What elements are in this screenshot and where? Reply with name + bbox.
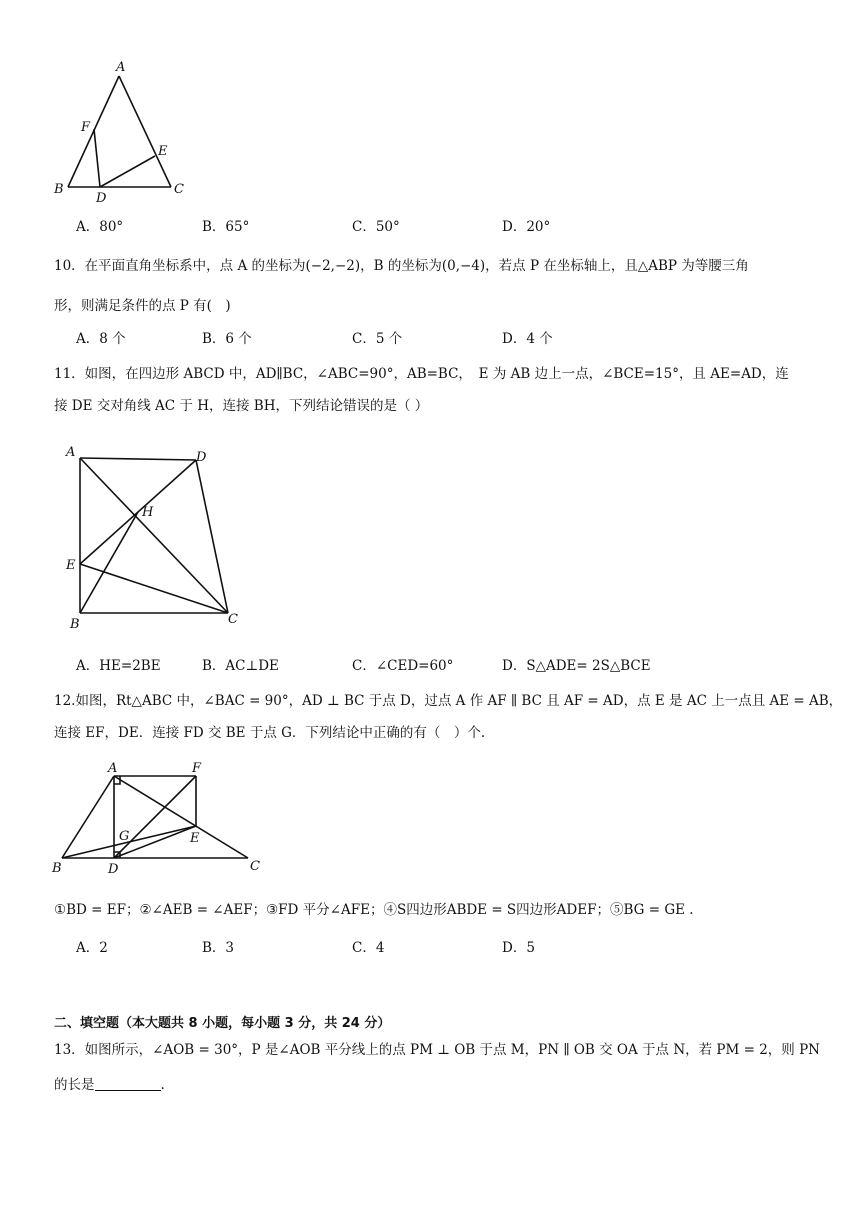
q11-seg-ac [80, 458, 228, 613]
q12-option-b: B．3 [202, 940, 235, 956]
q11-figure [56, 438, 256, 634]
q12-label-d: D [108, 862, 119, 876]
q9-label-e: E [158, 144, 168, 159]
q9-label-f: F [81, 120, 91, 135]
q11-option-b: B．AC⊥DE [202, 658, 279, 674]
q12-option-c: C．4 [352, 940, 385, 956]
q11-option-a: A．HE=2BE [76, 658, 161, 674]
q12-label-g: G [119, 829, 130, 844]
q9-option-b: B．65° [202, 219, 250, 235]
q12-figure [50, 756, 266, 876]
section-title: 二、填空题（本大题共 8 小题，每小题 3 分，共 24 分） [54, 1016, 391, 1031]
q11-seg-ad [80, 458, 196, 460]
q11-label-a: A [66, 445, 76, 460]
q12-label-f: F [192, 761, 202, 776]
q11-seg-bh [80, 512, 138, 613]
q11-label-e: E [66, 558, 76, 573]
q9-option-a: A．80° [76, 219, 124, 235]
q10-stem-line1: 10．在平面直角坐标系中，点 A 的坐标为(−2,−2)，B 的坐标为(0,−4)，若点 P 在坐标轴上，且△ABP 为等腰三角 [54, 258, 749, 274]
q12-option-d: D．5 [502, 940, 535, 956]
q10-option-c: C．5 个 [352, 331, 403, 347]
q13-prefix: 的长是 [54, 1077, 95, 1093]
q13-suffix: . [160, 1077, 165, 1093]
q11-option-d: D．S△ADE= 2S△BCE [502, 658, 651, 674]
q9-option-c: C．50° [352, 219, 400, 235]
q11-option-c: C．∠CED=60° [352, 658, 454, 674]
q12-stem-line1: 12.如图，Rt△ABC 中，∠BAC = 90°，AD ⊥ BC 于点 D，过点 A 作 AF ∥ BC 且 AF = AD，点 E 是 AC 上一点且 AE = AB， [54, 693, 843, 709]
q9-label-d: D [96, 191, 107, 206]
answer-blank[interactable] [95, 1076, 161, 1091]
q12-label-e: E [190, 831, 200, 846]
q9-figure [48, 56, 198, 206]
q9-side-ac [119, 76, 171, 187]
q13-stem-line2 [54, 1075, 165, 1095]
q9-seg-de [100, 156, 155, 187]
q12-conclusions: ①BD = EF；②∠AEB = ∠AEF；③FD 平分∠AFE；④S四边形ABDE = S四边形ADEF；⑤BG = GE . [54, 902, 694, 918]
q12-option-a: A．2 [76, 940, 108, 956]
q12-seg-ac [114, 776, 248, 858]
q11-label-b: B [70, 617, 80, 632]
q9-label-c: C [174, 182, 184, 197]
q12-label-b: B [52, 861, 62, 876]
q12-label-c: C [250, 859, 260, 874]
q9-label-a: A [116, 60, 126, 75]
q9-seg-fd [94, 129, 100, 187]
q9-option-d: D．20° [502, 219, 551, 235]
q10-stem-line2: 形，则满足条件的点 P 有( ) [54, 298, 231, 314]
q11-label-d: D [196, 450, 207, 465]
q11-label-c: C [228, 612, 238, 627]
q10-option-d: D．4 个 [502, 331, 553, 347]
q11-seg-ec [80, 564, 228, 613]
q12-stem-line2: 连接 EF，DE．连接 FD 交 BE 于点 G．下列结论中正确的有（ ）个. [54, 725, 486, 741]
q9-label-b: B [54, 182, 64, 197]
q11-stem-line1: 11．如图，在四边形 ABCD 中，AD∥BC，∠ABC=90°，AB=BC， E 为 AB 边上一点，∠BCE=15°，且 AE=AD，连 [54, 366, 789, 382]
q13-stem-line1: 13．如图所示，∠AOB = 30°，P 是∠AOB 平分线上的点 PM ⊥ OB 于点 M，PN ∥ OB 交 OA 于点 N，若 PM = 2，则 PN [54, 1042, 820, 1058]
q10-option-a: A．8 个 [76, 331, 126, 347]
q10-option-b: B．6 个 [202, 331, 252, 347]
q12-seg-ab [62, 776, 114, 858]
q11-label-h: H [142, 505, 154, 520]
q12-label-a: A [108, 761, 118, 776]
q12-seg-fd [114, 776, 196, 858]
q11-stem-line2: 接 DE 交对角线 AC 于 H，连接 BH，下列结论错误的是（ ） [54, 398, 429, 414]
q11-seg-dc [196, 460, 228, 613]
